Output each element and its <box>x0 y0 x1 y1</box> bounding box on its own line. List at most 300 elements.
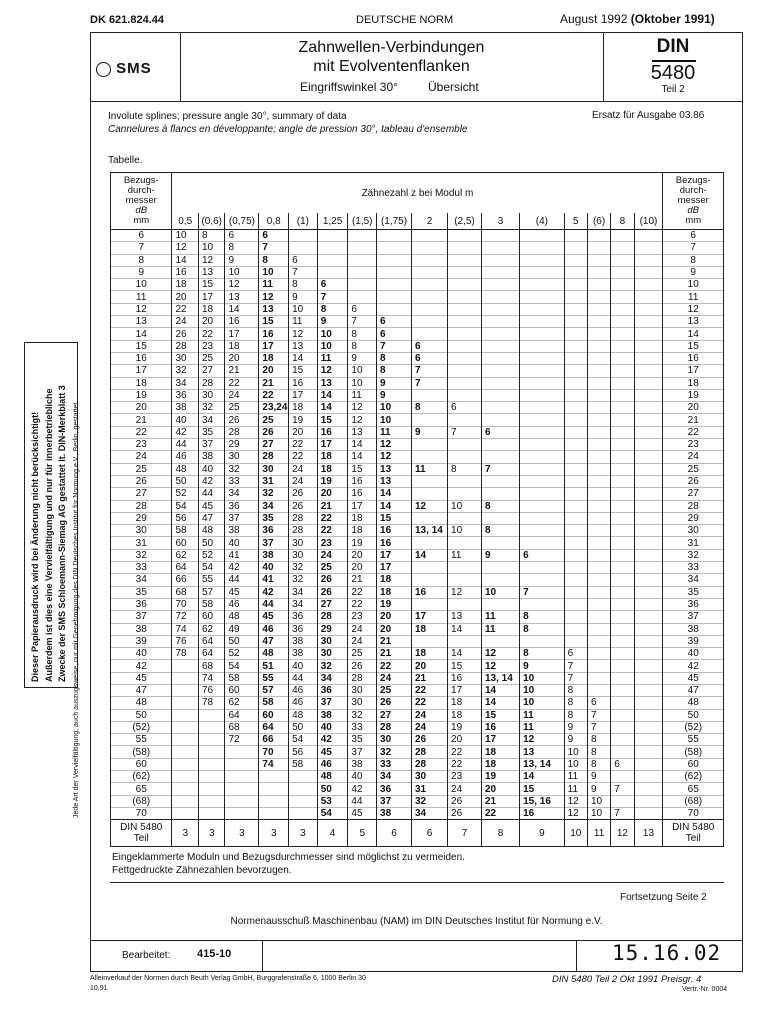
tooth-count-cell <box>377 230 412 242</box>
tooth-count-cell <box>412 279 448 291</box>
module-head-row <box>111 213 724 230</box>
tooth-count-cell <box>611 451 634 463</box>
tooth-count-cell <box>634 414 663 426</box>
table-row <box>111 389 724 401</box>
tooth-count-cell: 30 <box>198 389 225 401</box>
subtitle-overview: Übersicht <box>428 80 479 94</box>
tooth-count-cell: 47 <box>198 512 225 524</box>
row-diameter-right: (58) <box>663 746 724 758</box>
table-row <box>111 721 724 733</box>
side-copyright-text: Jede Art der Vervielfältigung, auch auszugsweise, nur mit Genehmigung des DIN Deutsches Institut für Normung e.V., Berlin, gestattet. <box>73 400 80 818</box>
table-row <box>111 426 724 438</box>
tooth-count-cell: 11 <box>564 771 587 783</box>
row-diameter-right: 55 <box>663 734 724 746</box>
tooth-count-cell: 34 <box>377 771 412 783</box>
sms-logo <box>96 60 152 77</box>
tooth-count-cell: 30 <box>317 648 348 660</box>
tooth-count-cell <box>634 623 663 635</box>
row-diameter: 50 <box>111 709 172 721</box>
tooth-count-cell <box>448 562 482 574</box>
tooth-count-cell <box>412 316 448 328</box>
tooth-count-cell: 32 <box>377 746 412 758</box>
table-row <box>111 746 724 758</box>
table-row <box>111 562 724 574</box>
tooth-count-cell <box>520 537 565 549</box>
tooth-count-cell <box>611 512 634 524</box>
tooth-count-cell: 28 <box>412 746 448 758</box>
side-notice-line1: Dieser Papierausdruck wird bei Änderung nicht berücksichtigt! <box>30 411 40 682</box>
tooth-count-cell: 10 <box>448 500 482 512</box>
tooth-count-cell <box>520 439 565 451</box>
issue-date-main: August 1992 <box>560 12 628 26</box>
tooth-count-cell: 16 <box>172 266 199 278</box>
tooth-count-cell <box>520 500 565 512</box>
tooth-count-cell <box>634 303 663 315</box>
tooth-count-cell <box>520 488 565 500</box>
row-diameter-right: 42 <box>663 660 724 672</box>
tooth-count-cell <box>564 414 587 426</box>
header-bottom-rule <box>90 101 743 102</box>
tooth-count-cell <box>412 451 448 463</box>
tooth-count-cell: 13, 14 <box>481 672 519 684</box>
row-diameter-right: 20 <box>663 402 724 414</box>
tooth-count-cell: 14 <box>377 488 412 500</box>
tooth-count-cell <box>198 746 225 758</box>
tooth-count-cell <box>564 598 587 610</box>
tooth-count-cell <box>587 328 610 340</box>
tooth-count-cell <box>587 512 610 524</box>
right-head-l4: dB <box>687 205 700 216</box>
left-head-cell <box>111 173 172 230</box>
tooth-count-cell <box>377 303 412 315</box>
tooth-count-cell: 16 <box>289 377 318 389</box>
tooth-count-cell <box>377 254 412 266</box>
tooth-count-cell <box>634 549 663 561</box>
left-head-l2: durch- <box>127 185 155 196</box>
tooth-count-cell: 11 <box>481 623 519 635</box>
tooth-count-cell <box>412 303 448 315</box>
tooth-count-cell <box>520 266 565 278</box>
tooth-count-cell: 55 <box>198 574 225 586</box>
note-line1: Eingeklammerte Moduln und Bezugsdurchmesser sind möglichst zu vermeiden. <box>112 852 465 863</box>
tooth-count-cell: 16 <box>481 721 519 733</box>
row-diameter: 15 <box>111 340 172 352</box>
tooth-count-cell: 24 <box>412 721 448 733</box>
table-row <box>111 475 724 487</box>
tooth-count-cell: 76 <box>198 684 225 696</box>
tooth-count-cell: 22 <box>448 746 482 758</box>
row-diameter: 19 <box>111 389 172 401</box>
row-diameter: 25 <box>111 463 172 475</box>
tooth-count-cell: 18 <box>412 648 448 660</box>
tooth-count-cell <box>289 230 318 242</box>
right-head-l2: durch- <box>679 185 707 196</box>
tooth-count-cell: 15 <box>348 463 377 475</box>
tooth-count-cell <box>634 746 663 758</box>
tooth-count-cell <box>611 562 634 574</box>
tooth-count-cell <box>448 316 482 328</box>
tooth-count-cell: 27 <box>198 365 225 377</box>
tooth-count-cell <box>520 414 565 426</box>
tooth-count-cell: 76 <box>172 635 199 647</box>
tooth-count-cell: 31 <box>412 783 448 795</box>
tooth-count-cell: 34 <box>172 377 199 389</box>
tooth-count-cell: 18 <box>448 697 482 709</box>
tooth-count-cell <box>611 648 634 660</box>
tooth-count-cell <box>587 463 610 475</box>
tooth-count-cell: 40 <box>172 414 199 426</box>
spline-table <box>110 172 724 847</box>
table-row <box>111 266 724 278</box>
tooth-count-cell <box>448 230 482 242</box>
tooth-count-cell: 16 <box>348 488 377 500</box>
row-diameter-right: 70 <box>663 807 724 819</box>
tooth-count-cell: 12 <box>564 795 587 807</box>
tooth-count-cell: 24 <box>412 709 448 721</box>
tooth-count-cell <box>317 266 348 278</box>
alleinverkauf-note: Alleinverkauf der Normen durch Beuth Verlag GmbH, Burggrafenstraße 6, 1000 Berlin 30 <box>90 975 366 982</box>
tooth-count-cell: 37 <box>198 439 225 451</box>
tooth-count-cell <box>587 389 610 401</box>
tooth-count-cell: 30 <box>289 549 318 561</box>
tooth-count-cell: 37 <box>348 746 377 758</box>
tooth-count-cell <box>348 291 377 303</box>
row-diameter: 60 <box>111 758 172 770</box>
tooth-count-cell: 64 <box>198 635 225 647</box>
tooth-count-cell: 32 <box>225 463 259 475</box>
tooth-count-cell: 26 <box>259 426 289 438</box>
tooth-count-cell: 19 <box>481 771 519 783</box>
tooth-count-cell: 13 <box>520 746 565 758</box>
tooth-count-cell <box>611 525 634 537</box>
tooth-count-cell: 14 <box>481 697 519 709</box>
tooth-count-cell: 7 <box>564 672 587 684</box>
tooth-count-cell <box>520 365 565 377</box>
tooth-count-cell <box>564 316 587 328</box>
tooth-count-cell <box>587 549 610 561</box>
tooth-count-cell: 7 <box>348 316 377 328</box>
row-diameter: 20 <box>111 402 172 414</box>
tooth-count-cell <box>412 254 448 266</box>
tooth-count-cell: 50 <box>225 635 259 647</box>
tooth-count-cell: 28 <box>172 340 199 352</box>
tooth-count-cell <box>481 537 519 549</box>
left-head-l4: dB <box>135 205 148 216</box>
tooth-count-cell: 12 <box>520 734 565 746</box>
tooth-count-cell <box>564 488 587 500</box>
tooth-count-cell: 56 <box>289 746 318 758</box>
tooth-count-cell: 14 <box>172 254 199 266</box>
tooth-count-cell <box>448 512 482 524</box>
tooth-count-cell <box>520 279 565 291</box>
tooth-count-cell: 17 <box>348 500 377 512</box>
tooth-count-cell: 58 <box>259 697 289 709</box>
tooth-count-cell: 21 <box>259 377 289 389</box>
tooth-count-cell <box>564 426 587 438</box>
tooth-count-cell <box>634 426 663 438</box>
tooth-count-cell: 26 <box>289 500 318 512</box>
tooth-count-cell: 38 <box>317 709 348 721</box>
tooth-count-cell: 6 <box>317 279 348 291</box>
tooth-count-cell <box>481 488 519 500</box>
module-head-12: 5 <box>564 213 587 230</box>
footer-teil-value: 3 <box>289 820 318 847</box>
module-head-2: (0,75) <box>225 213 259 230</box>
tooth-count-cell <box>348 254 377 266</box>
tooth-count-cell <box>172 734 199 746</box>
tooth-count-cell <box>481 414 519 426</box>
tooth-count-cell: 10 <box>225 266 259 278</box>
tooth-count-cell: 8 <box>520 623 565 635</box>
tooth-count-cell: 27 <box>317 598 348 610</box>
tooth-count-cell: 10 <box>259 266 289 278</box>
tooth-count-cell <box>172 697 199 709</box>
tooth-count-cell <box>564 402 587 414</box>
tooth-count-cell <box>412 512 448 524</box>
tooth-count-cell: 11 <box>348 389 377 401</box>
tooth-count-cell <box>587 598 610 610</box>
tooth-count-cell <box>564 279 587 291</box>
tooth-count-cell: 22 <box>172 303 199 315</box>
tooth-count-cell: 42 <box>198 475 225 487</box>
tooth-count-cell: 14 <box>520 771 565 783</box>
table-row <box>111 537 724 549</box>
tooth-count-cell: 6 <box>225 230 259 242</box>
tooth-count-cell: 12 <box>412 500 448 512</box>
tooth-count-cell: 25 <box>198 352 225 364</box>
tooth-count-cell <box>481 230 519 242</box>
table-head-row <box>111 173 724 214</box>
tooth-count-cell <box>634 316 663 328</box>
tooth-count-cell <box>611 488 634 500</box>
tooth-count-cell: 44 <box>225 574 259 586</box>
row-diameter-right: 21 <box>663 414 724 426</box>
tooth-count-cell: 46 <box>172 451 199 463</box>
table-row <box>111 660 724 672</box>
tooth-count-cell: 8 <box>198 230 225 242</box>
row-diameter-right: 8 <box>663 254 724 266</box>
tooth-count-cell <box>634 635 663 647</box>
tooth-count-cell: 8 <box>564 697 587 709</box>
tooth-count-cell: 14 <box>289 352 318 364</box>
tooth-count-cell <box>564 254 587 266</box>
tooth-count-cell: 44 <box>172 439 199 451</box>
tooth-count-cell <box>172 771 199 783</box>
tooth-count-cell <box>634 242 663 254</box>
tooth-count-cell: 26 <box>448 795 482 807</box>
row-diameter-right: (68) <box>663 795 724 807</box>
row-diameter: 12 <box>111 303 172 315</box>
tooth-count-cell <box>520 525 565 537</box>
tooth-count-cell: 6 <box>377 316 412 328</box>
tooth-count-cell: 20 <box>348 562 377 574</box>
tooth-count-cell: 54 <box>198 562 225 574</box>
tooth-count-cell <box>172 795 199 807</box>
footer-right-cell <box>663 820 724 847</box>
tooth-count-cell: 11 <box>520 709 565 721</box>
tooth-count-cell <box>587 340 610 352</box>
tooth-count-cell <box>225 758 259 770</box>
tooth-count-cell <box>611 697 634 709</box>
tooth-count-cell: 17 <box>198 291 225 303</box>
tooth-count-cell: 60 <box>198 611 225 623</box>
table-row <box>111 439 724 451</box>
tooth-count-cell: 16 <box>348 475 377 487</box>
tooth-count-cell <box>377 291 412 303</box>
tooth-count-cell: 10 <box>198 242 225 254</box>
tooth-count-cell: 13 <box>198 266 225 278</box>
tooth-count-cell <box>448 488 482 500</box>
footer-teil-value: 6 <box>412 820 448 847</box>
tooth-count-cell <box>634 512 663 524</box>
table-row <box>111 242 724 254</box>
left-head-l1: Bezugs- <box>123 175 159 186</box>
tooth-count-cell: 42 <box>348 783 377 795</box>
row-diameter: 10 <box>111 279 172 291</box>
tooth-count-cell <box>611 266 634 278</box>
module-head-13: (6) <box>587 213 610 230</box>
tooth-count-cell: 58 <box>172 525 199 537</box>
title-line1: Zahnwellen-Verbindungen <box>298 39 485 56</box>
tooth-count-cell: 9 <box>348 352 377 364</box>
tooth-count-cell: 44 <box>289 672 318 684</box>
table-row <box>111 525 724 537</box>
tooth-count-cell <box>564 635 587 647</box>
row-diameter-right: 37 <box>663 611 724 623</box>
row-diameter-right: 32 <box>663 549 724 561</box>
row-diameter: 42 <box>111 660 172 672</box>
footer-teil-value: 7 <box>448 820 482 847</box>
tooth-count-cell: 74 <box>259 758 289 770</box>
tooth-count-cell: 8 <box>448 463 482 475</box>
module-head-4: (1) <box>289 213 318 230</box>
tooth-count-cell <box>448 635 482 647</box>
tooth-count-cell <box>611 721 634 733</box>
tooth-count-cell: 44 <box>198 488 225 500</box>
tooth-count-cell: 45 <box>259 611 289 623</box>
tooth-count-cell <box>289 783 318 795</box>
tooth-count-cell: 24 <box>289 463 318 475</box>
stamp-number: 15.16.02 <box>612 941 722 965</box>
tooth-count-cell: 14 <box>481 684 519 696</box>
tooth-count-cell: 9 <box>587 783 610 795</box>
tooth-count-cell <box>634 648 663 660</box>
tooth-count-cell <box>448 303 482 315</box>
tooth-count-cell: 41 <box>225 549 259 561</box>
row-diameter-right: (62) <box>663 771 724 783</box>
tooth-count-cell <box>634 611 663 623</box>
tooth-count-cell <box>520 242 565 254</box>
tooth-count-cell <box>520 254 565 266</box>
tooth-count-cell <box>634 697 663 709</box>
title-line2: mit Evolventenflanken <box>313 58 470 75</box>
row-diameter-right: 34 <box>663 574 724 586</box>
tooth-count-cell <box>225 783 259 795</box>
tooth-count-cell: 52 <box>198 549 225 561</box>
tooth-count-cell: 30 <box>412 771 448 783</box>
row-diameter: 8 <box>111 254 172 266</box>
tooth-count-cell <box>448 574 482 586</box>
tooth-count-cell: 50 <box>289 721 318 733</box>
tooth-count-cell <box>634 230 663 242</box>
module-head-8: 2 <box>412 213 448 230</box>
tooth-count-cell <box>564 512 587 524</box>
tooth-count-cell: 18 <box>289 402 318 414</box>
tooth-count-cell <box>564 328 587 340</box>
tooth-count-cell <box>520 463 565 475</box>
tooth-count-cell: 14 <box>377 500 412 512</box>
tooth-count-cell: 37 <box>259 537 289 549</box>
tooth-count-cell: 19 <box>448 721 482 733</box>
tooth-count-cell: 14 <box>348 439 377 451</box>
tooth-count-cell <box>634 771 663 783</box>
module-head-0: 0,5 <box>172 213 199 230</box>
tooth-count-cell <box>587 303 610 315</box>
tooth-count-cell: 54 <box>225 660 259 672</box>
row-diameter: 33 <box>111 562 172 574</box>
bearbeitet-value: 415-10 <box>197 948 232 960</box>
tooth-count-cell: 28 <box>225 426 259 438</box>
tooth-count-cell <box>587 230 610 242</box>
row-diameter-right: 30 <box>663 525 724 537</box>
bottom-bar-divider1 <box>262 940 263 972</box>
tooth-count-cell: 12 <box>289 328 318 340</box>
tooth-count-cell <box>564 475 587 487</box>
tooth-count-cell: 18 <box>259 352 289 364</box>
tooth-count-cell <box>481 377 519 389</box>
tooth-count-cell: 18 <box>172 279 199 291</box>
tooth-count-cell: 62 <box>225 697 259 709</box>
tooth-count-cell <box>448 254 482 266</box>
tooth-count-cell <box>520 574 565 586</box>
tooth-count-cell: 8 <box>587 734 610 746</box>
table-row <box>111 586 724 598</box>
tooth-count-cell <box>448 266 482 278</box>
tooth-count-cell: 49 <box>225 623 259 635</box>
tooth-count-cell: 16 <box>259 328 289 340</box>
tooth-count-cell <box>611 254 634 266</box>
tooth-count-cell: 7 <box>611 783 634 795</box>
tooth-count-cell <box>481 242 519 254</box>
tooth-count-cell: 44 <box>348 795 377 807</box>
row-diameter-right: 13 <box>663 316 724 328</box>
row-diameter: 14 <box>111 328 172 340</box>
tooth-count-cell: 15 <box>289 365 318 377</box>
row-diameter: 38 <box>111 623 172 635</box>
tooth-count-cell: 13, 14 <box>412 525 448 537</box>
tooth-count-cell <box>587 426 610 438</box>
tooth-count-cell: 23 <box>348 611 377 623</box>
intro-french: Cannelures à flancs en développante; angle de pression 30°, tableau d'ensemble <box>108 124 468 135</box>
tooth-count-cell: 60 <box>225 684 259 696</box>
footer-vertr: Vertr.-Nr. 0004 <box>682 986 728 993</box>
row-diameter-right: 28 <box>663 500 724 512</box>
tooth-count-cell <box>634 586 663 598</box>
tooth-count-cell: 17 <box>317 439 348 451</box>
tooth-count-cell: 37 <box>225 512 259 524</box>
tooth-count-cell: 8 <box>587 758 610 770</box>
tooth-count-cell <box>481 316 519 328</box>
tooth-count-cell: 8 <box>520 611 565 623</box>
table-row <box>111 316 724 328</box>
tooth-count-cell: 6 <box>348 303 377 315</box>
tooth-count-cell: 46 <box>289 684 318 696</box>
table-row <box>111 230 724 242</box>
tooth-count-cell <box>481 574 519 586</box>
tooth-count-cell <box>611 684 634 696</box>
tooth-count-cell: 26 <box>412 734 448 746</box>
tooth-count-cell <box>172 709 199 721</box>
